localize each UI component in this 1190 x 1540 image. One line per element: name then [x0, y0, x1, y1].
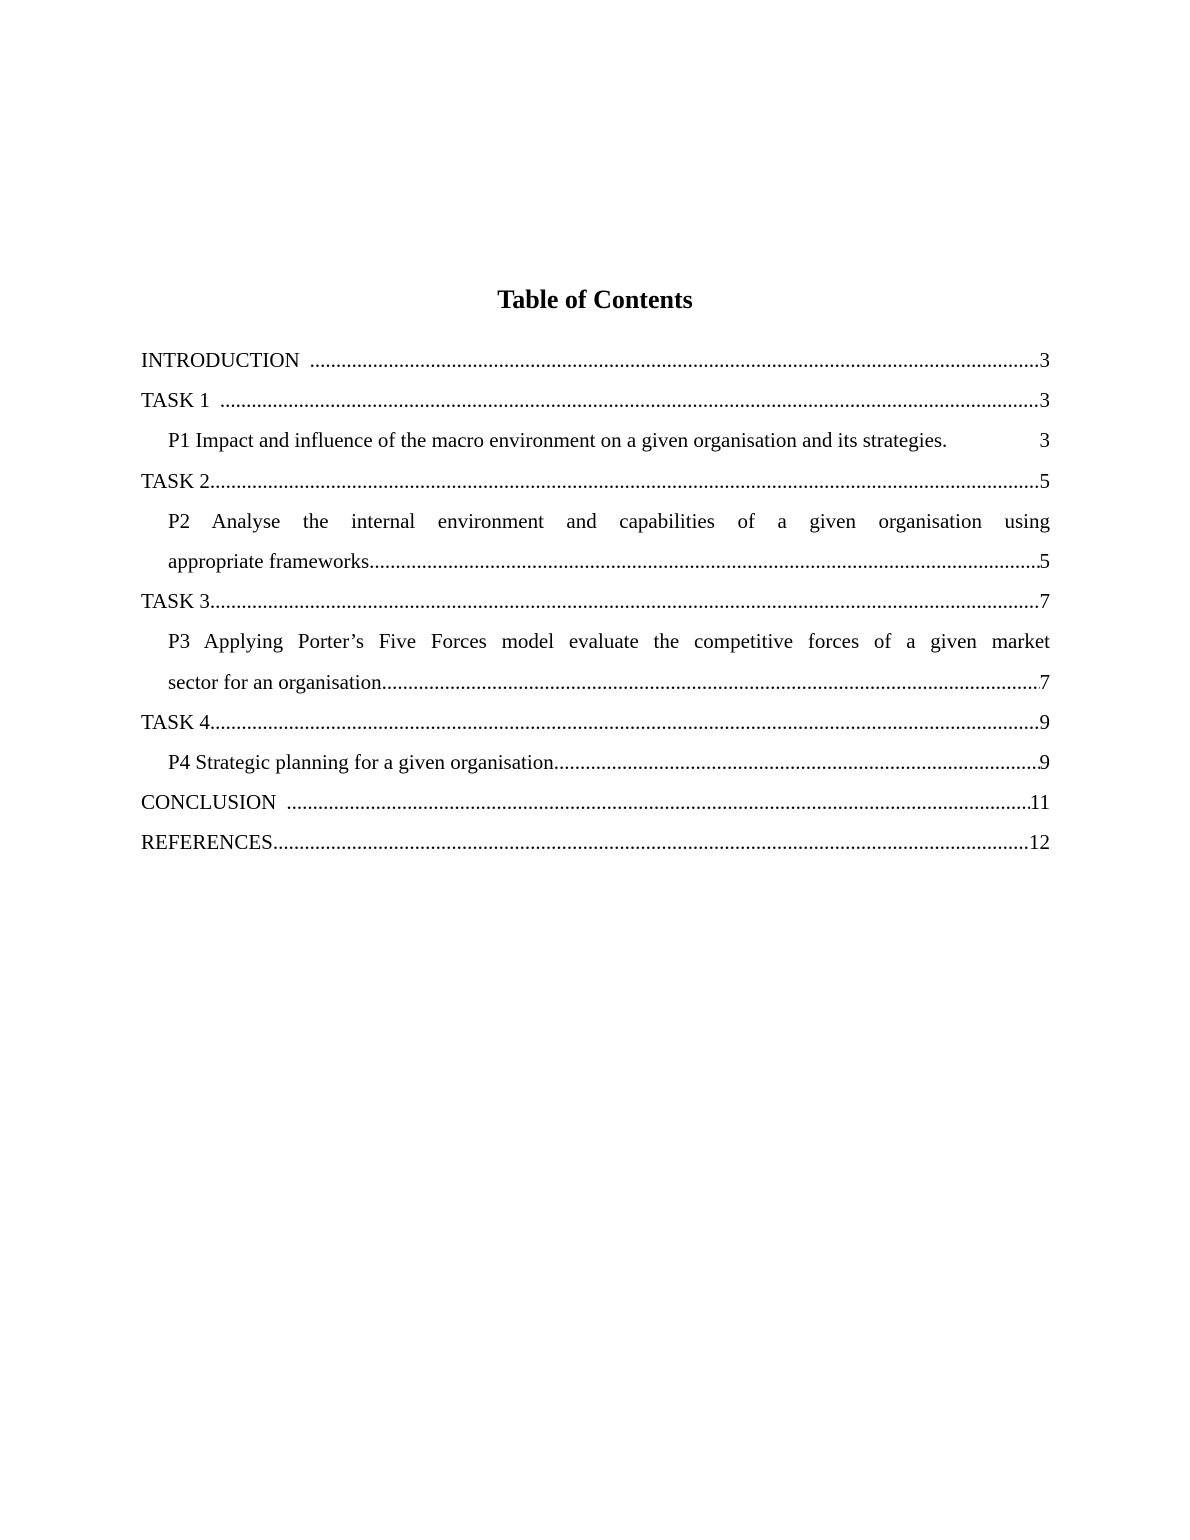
- toc-entry-task-2[interactable]: [141, 461, 1050, 501]
- toc-entry-label: TASK 1: [141, 388, 210, 413]
- toc-page-number: 5: [1039, 468, 1050, 493]
- toc-entry-p1[interactable]: [141, 420, 1050, 460]
- toc-dot-leader: [220, 380, 1040, 420]
- toc-entry-label: sector for an organisation: [168, 669, 382, 694]
- toc-entry-label: CONCLUSION: [141, 790, 277, 815]
- toc-entry-label: P2 Analyse the internal environment and capabilities of a given organisation using: [168, 508, 1050, 533]
- toc-entry-label: appropriate frameworks: [168, 548, 370, 573]
- toc-page-number: 7: [1039, 589, 1050, 614]
- toc-dot-leader: [286, 782, 1029, 822]
- toc-page-number: 7: [1039, 669, 1050, 694]
- toc-page-number: 3: [1039, 348, 1050, 372]
- toc-entry-label: TASK 3: [141, 589, 210, 614]
- toc-entry-label: INTRODUCTION: [141, 348, 300, 372]
- toc-dot-leader: [310, 340, 1040, 380]
- toc-dot-leader: [210, 581, 1040, 621]
- toc-dot-leader: [554, 742, 1040, 782]
- toc-entry-label: P1 Impact and influence of the macro environment on a given organisation and its strategies.: [168, 428, 948, 453]
- toc-entry-p4[interactable]: [141, 742, 1050, 782]
- toc-entry-introduction[interactable]: [141, 340, 1050, 380]
- toc-dot-leader: [369, 541, 1039, 581]
- toc-entry-label: TASK 4: [141, 709, 210, 734]
- toc-page-number: 3: [1039, 428, 1050, 453]
- toc-entry-task-4[interactable]: [141, 702, 1050, 742]
- toc-page-number: 5: [1039, 548, 1050, 573]
- toc-entry-p3-line-2[interactable]: [141, 662, 1050, 702]
- toc-page-number: 3: [1039, 388, 1050, 413]
- toc-entry-p2-line-2[interactable]: [141, 541, 1050, 581]
- toc-page-number: 12: [1029, 830, 1050, 855]
- toc-page-number: 9: [1039, 749, 1050, 774]
- toc-dot-leader: [210, 702, 1040, 742]
- toc-entry-label: P4 Strategic planning for a given organisation: [168, 749, 554, 774]
- toc-entry-label: TASK 2: [141, 468, 210, 493]
- toc-page-number: 9: [1039, 709, 1050, 734]
- toc-title: Table of Contents: [497, 285, 693, 314]
- toc-entry-label: P3 Applying Porter’s Five Forces model evaluate the competitive forces of a given market: [168, 629, 1050, 654]
- toc-entry-task-1[interactable]: [141, 380, 1050, 420]
- toc-entry-references[interactable]: [141, 822, 1050, 862]
- toc-entry-p2-line-1[interactable]: [141, 501, 1050, 541]
- toc-dot-leader: [382, 662, 1040, 702]
- toc-entry-task-3[interactable]: [141, 581, 1050, 621]
- table-of-contents: [141, 340, 1050, 862]
- toc-entry-p3-line-1[interactable]: [141, 621, 1050, 661]
- toc-entry-conclusion[interactable]: [141, 782, 1050, 822]
- toc-entry-label: REFERENCES: [141, 830, 273, 855]
- toc-dot-leader: [210, 461, 1040, 501]
- toc-dot-leader: [273, 822, 1029, 862]
- toc-page-number: 11: [1029, 790, 1050, 815]
